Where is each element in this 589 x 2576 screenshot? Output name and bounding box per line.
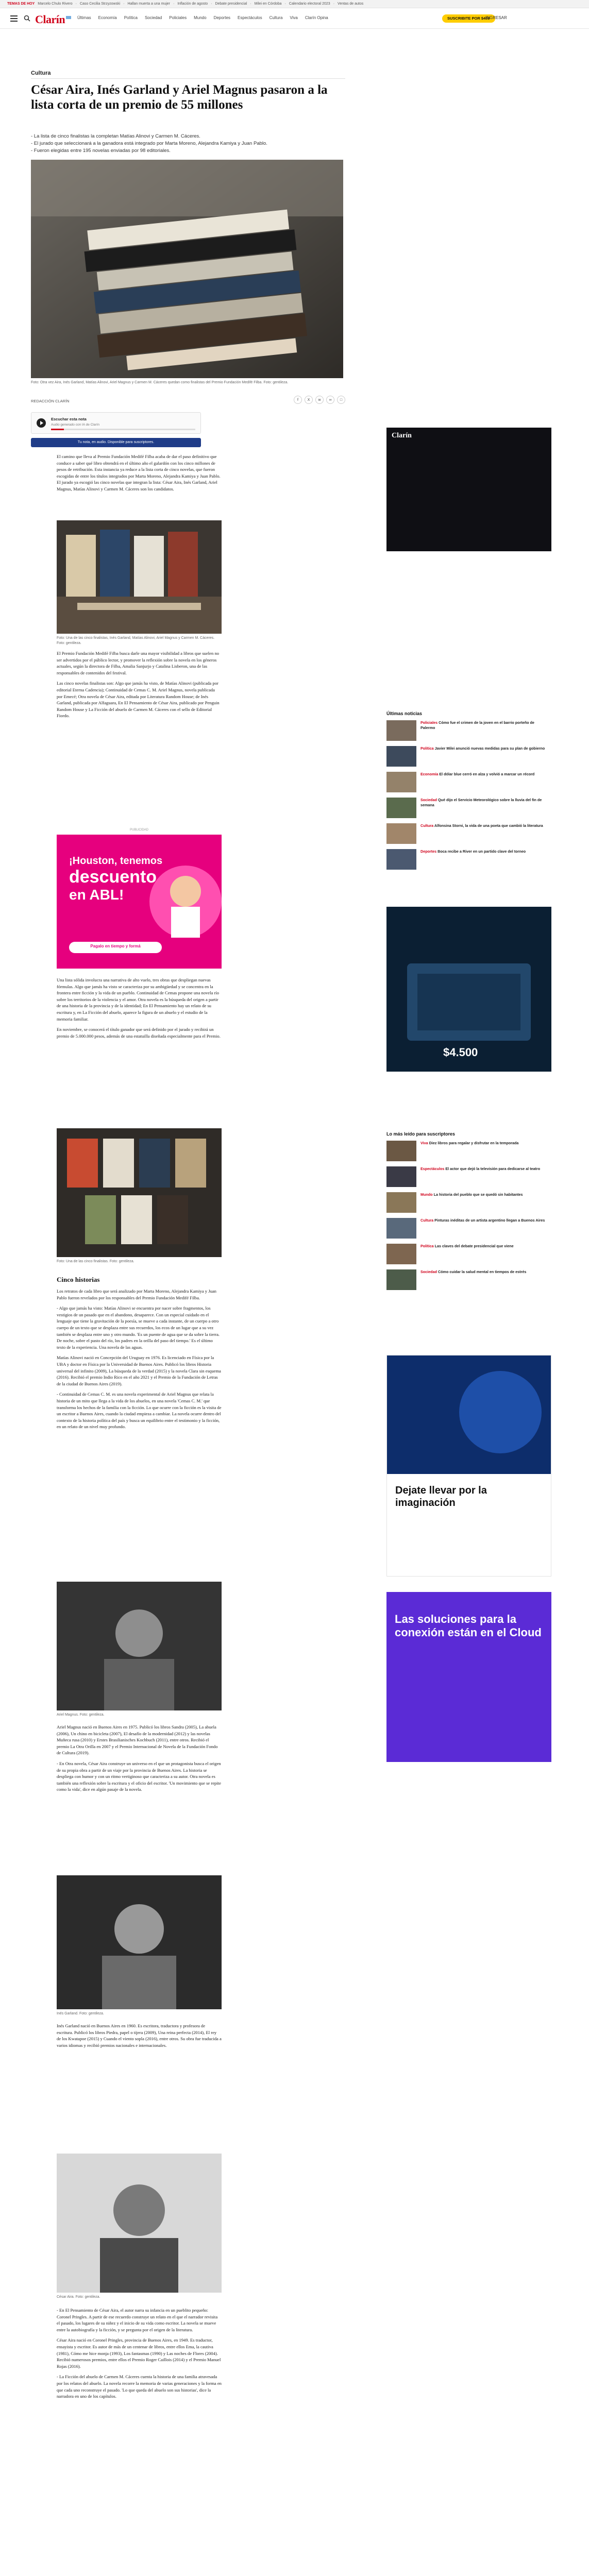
ad-button[interactable]: Pagalo en tiempo y formá [90, 944, 141, 948]
article-photo[interactable] [57, 520, 222, 634]
audio-progress-bar[interactable] [51, 429, 195, 430]
paragraph: Una lista sólida involucra una narrativa de alto vuelo, tres obras que despliegan nuevas fórmulas. Algo que jamás ha visto se caracteriza por su ambigüedad y se concentra en la frontera entre ficción y la vida de un pueblo. Continuidad de Cemas propone una novela río sobre los territorios de la violencia y el amor. Otra novela es la búsqueda del origen a partir de una historia de la provincia y de la identidad; En El Pensamiento hay un relato de su escritura y, en La Ficción del abuelo, aparece la figura de un abuelo y el estudio de la memoria familiar. [57, 977, 220, 1022]
ad-headline: descuento [69, 867, 157, 887]
ad-label: PUBLICIDAD [129, 828, 148, 832]
hero-caption: Foto: Otra vez Aira, Inés Garland, Matías Alinovi, Ariel Magnus y Carmen M. Cáceres quedan como finalistas del Premio Fundación Medifé Filba. Foto: gentileza. [31, 381, 289, 384]
paragraph: - En Otra novela, César Aira construye un universo en el que un protagonista busca el origen de su propia obra a partir de un viaje por la provincia de Buenos Aires. La historia se despliega con humor y con un ritmo vertiginoso que caracteriza a su autor. Otra novela es también una reflexión sobre la escritura y el oficio del escritor. 'Un movimiento que se repite como la vida', dice en algún pasaje de la novela. [57, 1760, 221, 1792]
news-thumbnail[interactable] [386, 1166, 416, 1187]
news-thumbnail[interactable] [386, 1141, 416, 1161]
paragraph: César Aira nació en Coronel Pringles, provincia de Buenos Aires, en 1949. Es traductor, ensayista y escritor. Es autor de más de un centenar de libros, entre ellos Ema, la cautiva (1981), Cómo me hice monja (1993), Los fantasmas (1990) y Las noches de Flores (2004). Recibió numerosos premios, entre ellos el Premio Roger Caillois (2014) y el Premio Manuel Rojas (2016). [57, 2337, 221, 2369]
paragraph: - La Ficción del abuelo de Carmen M. Cáceres cuenta la historia de una familia atravesada por los relatos del abuelo. La novela recorre la memoria de varias generaciones y la forma en que cada uno reconstruye el pasado. 'Lo que queda del abuelo son sus historias', dice la narradora en uno de los capítulos. [57, 2374, 222, 2399]
nav-item[interactable]: Clarín Opina [305, 15, 328, 20]
main-nav [77, 15, 328, 20]
sidebar-advertisement[interactable] [386, 907, 551, 1072]
sidebar-news-item[interactable]: Política Las claves del debate presidencial que viene [386, 1244, 551, 1266]
divider [31, 78, 345, 79]
paragraph: - En El Pensamiento de César Aira, el autor narra su infancia en un pueblito pequeño: Coronel Pringles. A partir de ese recuerdo construye un relato en el que el narrador revisita el pasado, los lugares de su niñez y el inicio de su vida como escritor. La novela se mueve entre la autobiografía y la ficción, y se pregunta por el origen de la literatura. [57, 2308, 218, 2332]
login-link[interactable]: INGRESAR [485, 15, 507, 20]
news-thumbnail[interactable] [386, 772, 416, 792]
article-body [57, 453, 222, 497]
trending-item[interactable]: Caso Cecilia Strzyzowski [79, 2, 121, 6]
ad-headline: en ABL! [69, 887, 124, 903]
news-thumbnail[interactable] [386, 1244, 416, 1264]
flag-icon [66, 16, 71, 19]
summary-item: - Fueron elegidas entre 195 novelas enviadas por 98 editoriales. [31, 148, 171, 154]
photo-caption: Ariel Magnus. Foto: gentileza. [57, 1713, 105, 1717]
news-thumbnail[interactable] [386, 1218, 416, 1239]
news-thumbnail[interactable] [386, 798, 416, 818]
paragraph: - Algo que jamás ha visto: Matías Alinovi se encuentra por nacer sobre fragmentos, los vestigios de un pasado que en el abandono, desaparece. Con un especial cuidado en el lenguaje que tiene la gravitación de la poesía, se mueve a cada instante, de un cuerpo a otro cuerpo de un texto que se desplaza entre sus recuerdos, los ecos de un lugar que a su vez también se desplaza entre uno y otro mundo. 'Es un puente de agua que se da sobre la tierra. De noche, sobre el pasto del río, los padres en la orilla del paso del tiempo.' Es el último texto de la experiencia. Una novela de las aguas. [57, 1306, 220, 1350]
trending-bar: TEMAS DE HOY Marcelo Chulo Rivero · Caso Cecilia Strzyzowski · Hallan muerta a una mujer · Inflación de agosto · Debate presidencial · Milei en Córdoba · Calendario electoral 2023 · Ventas de autos [0, 0, 589, 8]
news-thumbnail[interactable] [386, 1269, 416, 1290]
paragraph: Inés Garland nació en Buenos Aires en 1960. Es escritora, traductora y profesora de escritura. Publicó los libros Piedra, papel o tijera (2009), Una reina perfecta (2014), El rey de los Kwatapoe (2015) y Cuando el viento sopla (2016), entre otros. Su obra fue traducida a varios idiomas y recibió premios nacionales e internacionales. [57, 2023, 222, 2048]
ad-brand: Clarín [392, 432, 412, 439]
article-body [57, 1288, 222, 1434]
play-icon[interactable] [37, 418, 46, 428]
nav-item[interactable]: Cultura [269, 15, 283, 20]
byline: REDACCIÓN CLARÍN [31, 399, 70, 403]
audio-promo-banner[interactable]: Tu nota, en audio. Disponible para suscriptores. [31, 438, 201, 447]
abl-advertisement[interactable] [57, 835, 222, 969]
ad-headline: Las soluciones para la conexión están en el Cloud [395, 1613, 542, 1639]
trending-label: TEMAS DE HOY [7, 2, 35, 6]
search-icon[interactable] [24, 15, 30, 22]
photo-caption: Foto: Una de las cinco finalistas, Inés Garland, Matías Alinovi, Ariel Magnus y Carmen M. Cáceres. Foto: gentileza. [57, 636, 215, 645]
trending-item[interactable]: Marcelo Chulo Rivero [38, 2, 73, 6]
nav-item[interactable]: Policiales [169, 15, 187, 20]
paragraph: Las cinco novelas finalistas son: Algo que jamás ha visto, de Matías Alinovi (publicada por editorial Eterna Cadencia); Continuidad de Cemas C. M. Ariel Magnus, novela publicada por Emecé; Otra novela de César Aira, editada por Literatura Random House; de Inés Garland, publicada por Alfaguara, En El Pensamiento de César Aira, publicado por Penguin Random House y La Ficción del abuelo de Carmen M. Cáceres con el sello de Editorial Fiordo. [57, 681, 220, 719]
sidebar-section-title: Últimas noticias [386, 711, 423, 716]
nav-item[interactable]: Política [124, 15, 138, 20]
paragraph: Los retratos de cada libro que será analizado por Marta Moreno, Alejandra Kamiya y Juan Pablo fueron revelados por los responsables del Premio Fundación Medifé Filba. [57, 1289, 216, 1300]
audio-title: Escuchar esta nota [51, 417, 87, 421]
sidebar-news-item[interactable]: Viva Diez libros para regalar y disfrutar en la temporada [386, 1141, 551, 1163]
share-bar [294, 396, 345, 404]
trending-item[interactable]: Hallan muerta a una mujer [127, 2, 170, 6]
nav-item[interactable]: Economía [98, 15, 117, 20]
nav-item[interactable]: Sociedad [144, 15, 162, 20]
author-photo[interactable] [57, 1875, 222, 2009]
photo-caption: Inés Garland. Foto: gentileza. [57, 2012, 104, 2015]
sidebar-news-item[interactable]: Economía El dólar blue cerró en alza y volvió a marcar un récord [386, 772, 551, 794]
article-body [57, 2307, 222, 2404]
site-header [0, 8, 589, 29]
ad-headline: ¡Houston, tenemos [69, 855, 163, 867]
nav-item[interactable]: Mundo [194, 15, 207, 20]
news-thumbnail[interactable] [386, 746, 416, 767]
sidebar-section-title: Lo más leído para suscriptores [386, 1131, 456, 1137]
hamburger-menu-icon[interactable] [10, 15, 18, 22]
nav-item[interactable]: Espectáculos [238, 15, 262, 20]
news-thumbnail[interactable] [386, 720, 416, 741]
bookmark-icon[interactable]: □ [337, 396, 345, 404]
whatsapp-icon[interactable]: w [315, 396, 324, 404]
sidebar-news-item[interactable]: Política Javier Milei anunció nuevas medidas para su plan de gobierno [386, 746, 551, 769]
site-logo[interactable]: Clarín [35, 13, 71, 26]
paragraph: En noviembre, se conocerá el título ganador que será definido por el jurado y recibirá un premio de 5.000.000 pesos, además de una estatuilla diseñada especialmente para el Premio. [57, 1027, 221, 1039]
section-heading: Cinco historias [57, 1276, 100, 1283]
paragraph: - Continuidad de Cemas C. M. es una novela experimental de Ariel Magnus que relata la historia de un mito que llega a la vida de los abuelos, en una novela 'Cemas C. M.' que transforma los hechos de la familia con la ficción. Lo que ocurre con la ficción es la visita de un escritor a Buenos Aires, cuando la ciudad empieza a cambiar. La novela ocurre dentro del contexto de la historia política del país y busca un equilibrio entre el testimonio y la ficción, en un relato de un nivel muy profundo. [57, 1392, 222, 1430]
trending-item[interactable]: Milei en Córdoba [254, 2, 282, 6]
section-label[interactable]: Cultura [31, 70, 51, 76]
sidebar-news-item[interactable]: Cultura Pinturas inéditas de un artista argentino llegan a Buenos Aires [386, 1218, 551, 1241]
audio-progress-fill [51, 429, 64, 430]
news-thumbnail[interactable] [386, 849, 416, 870]
ad-price: $4.500 [443, 1046, 478, 1059]
trending-item[interactable]: Debate presidencial [215, 2, 247, 6]
author-photo[interactable] [57, 2154, 222, 2293]
trending-item[interactable]: Inflación de agosto [177, 2, 208, 6]
sidebar-news-item[interactable]: Mundo La historia del pueblo que se quedó sin habitantes [386, 1192, 551, 1215]
hero-image[interactable] [31, 160, 343, 378]
link-icon[interactable]: ∞ [326, 396, 334, 404]
news-thumbnail[interactable] [386, 1192, 416, 1213]
paragraph: Ariel Magnus nació en Buenos Aires en 1975. Publicó los libros Sandra (2005), La abuela (2006), Un chino en bicicleta (2007), El desafío de la modernidad (2012) y las novelas Muñeca rusa (2010) y Erstes Brasilianisches Kochbuch (2011), entre otros. Recibió el premio La Otra Orilla en 2007 y el Premio Internacional de Novela de la Fundación Fondo de Cultura (2019). [57, 1724, 218, 1756]
article-body [57, 977, 222, 1043]
sidebar-advertisement[interactable] [386, 428, 551, 551]
nav-item[interactable]: Deportes [213, 15, 231, 20]
trending-item[interactable]: Calendario electoral 2023 [289, 2, 330, 6]
photo-caption: Foto: Una de las cinco finalistas. Foto: gentileza. [57, 1260, 134, 1263]
paragraph: El Premio Fundación Medifé Filba busca darle una mayor visibilidad a libros que suelen no ser advertidos por el público lector, y promover la reflexión sobre la novela en los géneros actuales, según la directora de Filba, Amalia Sanjurjo y Catalina Lisberon, una de las responsables de contenidos del festival. [57, 651, 220, 675]
nav-item[interactable]: Viva [290, 15, 298, 20]
paragraph: Matías Alinovi nació en Concepción del Uruguay en 1976. Es licenciado en Física por la UBA y doctor en Física por la Universidad de Buenos Aires. Publicó los libros Historia universal del infinito (2009), La búsqueda de la verdad (2015) y la novela Clara sin esquema (2016). Recibió el premio Indio Rico en el año 2021 y el Premio de la Fundación de Letras de la ciudad de Buenos Aires (2019). [57, 1355, 221, 1386]
summary-item: - El jurado que seleccionará a la ganadora está integrado por Marta Moreno, Alejandra Kamiya y Juan Pablo. [31, 141, 267, 146]
subscribe-button[interactable]: SUSCRIBITE POR $480 [442, 14, 495, 23]
article-title: César Aira, Inés Garland y Ariel Magnus pasaron a la lista corta de un premio de 55 millones [31, 83, 328, 112]
article-body [57, 650, 222, 723]
audio-subtitle: Audio generado con IA de Clarín [51, 423, 99, 427]
paragraph: El camino que lleva al Premio Fundación Medifé Filba acaba de dar el paso definitivo que conduce a saber qué libro obtendrá en el último año el galardón con los cinco millones de pesos de retribución. Esta instancia ya reduce a la lista corta de cinco novelas, que fueron escogidas de entre los títulos integrados por Marta Moreno, Alejandra Kamiya y Juan Pablo. El jurado ya escogió las cinco novelas que integran la lista: César Aira, Inés Garland, Ariel Magnus, Matías Alinovi y Carmen M. Cáceres son los candidatos. [57, 454, 221, 492]
twitter-icon[interactable]: X [305, 396, 313, 404]
sidebar-advertisement[interactable] [386, 1592, 551, 1762]
facebook-icon[interactable]: f [294, 396, 302, 404]
sidebar-news-item[interactable]: Sociedad Qué dijo el Servicio Meteorológico sobre la lluvia del fin de semana [386, 798, 551, 820]
article-body [57, 1724, 222, 1797]
audio-player [31, 412, 201, 434]
summary-item: - La lista de cinco finalistas la completan Matías Alinovi y Carmen M. Cáceres. [31, 133, 200, 139]
sidebar-news-item[interactable]: Sociedad Cómo cuidar la salud mental en tiempos de estrés [386, 1269, 551, 1292]
author-photo[interactable] [57, 1582, 222, 1710]
sidebar-news-item[interactable]: Deportes Boca recibe a River en un partido clave del torneo [386, 849, 551, 872]
sidebar-news-item[interactable]: Espectáculos El actor que dejó la televisión para dedicarse al teatro [386, 1166, 551, 1189]
sidebar-news-item[interactable]: Policiales Cómo fue el crimen de la joven en el barrio porteño de Palermo [386, 720, 551, 743]
photo-caption: César Aira. Foto: gentileza. [57, 2295, 100, 2299]
ad-headline: Dejate llevar por la imaginación [395, 1485, 487, 1509]
article-summary [31, 133, 345, 155]
article-photo[interactable] [57, 1128, 222, 1257]
nav-item[interactable]: Últimas [77, 15, 91, 20]
sidebar-advertisement[interactable] [386, 1355, 551, 1577]
news-thumbnail[interactable] [386, 823, 416, 844]
trending-item[interactable]: Ventas de autos [338, 2, 364, 6]
sidebar-news-item[interactable]: Cultura Alfonsina Storni, la vida de una poeta que cambió la literatura [386, 823, 551, 846]
article-body [57, 2023, 222, 2053]
